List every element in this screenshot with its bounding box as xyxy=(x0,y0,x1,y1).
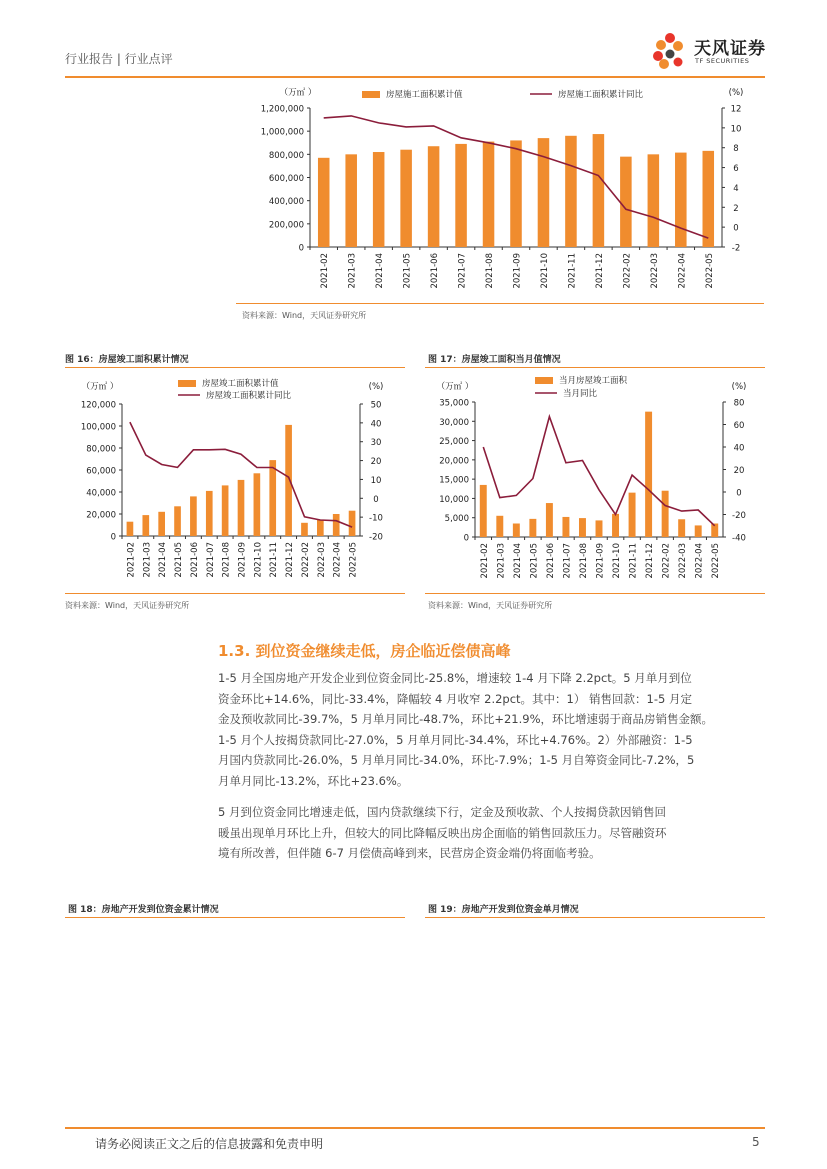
x-tick-label: 2022-02 xyxy=(622,253,633,289)
bar xyxy=(269,460,276,536)
left-tick-label: 60,000 xyxy=(86,466,116,477)
completed-area-cumulative-chart xyxy=(60,370,405,588)
right-tick-label: 0 xyxy=(373,494,379,505)
right-tick-label: 20 xyxy=(733,466,745,476)
right-tick-label: 8 xyxy=(733,144,739,155)
left-unit-label: （万㎡ ） xyxy=(81,382,119,392)
legend-bar-label: 房屋施工面积累计值 xyxy=(386,90,463,100)
right-tick-label: -20 xyxy=(369,532,383,543)
paragraph-line: 1-5 月个人按揭贷款同比-27.0%，5 月单月同比-34.4%，环比+4.76%。2）外部融资：1-5 xyxy=(218,732,693,747)
bar xyxy=(695,525,702,537)
right-tick-label: 6 xyxy=(733,164,739,175)
x-tick-label: 2021-03 xyxy=(496,543,507,579)
legend-bar-swatch xyxy=(535,377,553,384)
x-tick-label: 2021-07 xyxy=(457,253,468,289)
paragraph-line: 金及预收款同比-39.7%，5 月单月同比-48.7%，环比+21.9%，环比增速弱于商品房销售金额。 xyxy=(218,712,714,726)
left-tick-label: 20,000 xyxy=(439,456,469,467)
bar xyxy=(238,480,245,536)
bar xyxy=(612,514,619,537)
x-tick-label: 2021-11 xyxy=(269,542,280,578)
legend-bar-label: 当月房屋竣工面积 xyxy=(559,376,628,386)
bar xyxy=(510,140,522,247)
paragraph-line: 资金环比+14.6%，同比-33.4%，降幅较 4 月收窄 2.2pct。其中：1） 销售回款：1-5 月定 xyxy=(218,691,692,706)
bar xyxy=(513,524,520,538)
bar xyxy=(400,150,412,247)
x-tick-label: 2021-12 xyxy=(594,253,605,289)
x-tick-label: 2022-05 xyxy=(711,543,722,579)
bar xyxy=(222,485,229,536)
x-tick-label: 2021-08 xyxy=(485,253,496,289)
bar xyxy=(285,425,292,536)
right-tick-label: 4 xyxy=(733,183,739,194)
left-tick-label: 0 xyxy=(298,243,304,254)
figure18-title: 图 18：房地产开发到位资金累计情况 xyxy=(68,905,219,915)
paragraph-line: 月国内贷款同比-26.0%，5 月单月同比-34.0%，环比-7.9%；1-5 月自筹资金同比-7.2%，5 xyxy=(218,753,695,767)
right-tick-label: 0 xyxy=(733,223,739,234)
bar xyxy=(349,511,356,536)
x-tick-label: 2021-09 xyxy=(595,543,606,579)
bar xyxy=(579,518,586,537)
left-tick-label: 25,000 xyxy=(439,437,469,448)
right-tick-label: 40 xyxy=(370,419,382,430)
paragraph-line: 境有所改善，但伴随 6-7 月偿债高峰到来，民营房企资金端仍将面临考验。 xyxy=(218,846,601,860)
bar xyxy=(562,517,569,537)
left-tick-label: 120,000 xyxy=(80,400,116,411)
x-tick-label: 2021-03 xyxy=(142,542,153,578)
x-tick-label: 2021-06 xyxy=(545,543,556,579)
bar xyxy=(565,136,577,247)
bar xyxy=(301,523,308,536)
right-tick-label: 10 xyxy=(370,475,382,486)
left-tick-label: 20,000 xyxy=(86,510,116,521)
bar xyxy=(702,151,714,247)
x-tick-label: 2021-05 xyxy=(529,543,540,579)
figure17-title: 图 17：房屋竣工面积当月值情况 xyxy=(428,355,561,365)
bar xyxy=(206,491,213,536)
completed-area-monthly-chart xyxy=(423,370,768,588)
left-tick-label: 30,000 xyxy=(439,417,469,428)
bar xyxy=(428,146,440,247)
figure19-title-rule xyxy=(425,917,765,918)
right-tick-label: 12 xyxy=(730,104,742,115)
left-tick-label: 1,200,000 xyxy=(260,104,304,115)
right-unit-label: (%) xyxy=(728,88,744,98)
left-tick-label: 400,000 xyxy=(268,197,304,208)
x-tick-label: 2021-04 xyxy=(375,253,386,289)
x-tick-label: 2022-03 xyxy=(678,543,689,579)
right-tick-label: 80 xyxy=(733,398,745,409)
left-tick-label: 10,000 xyxy=(439,494,469,505)
right-tick-label: -10 xyxy=(369,513,383,524)
figure16-source-rule xyxy=(65,593,405,594)
x-tick-label: 2022-05 xyxy=(348,542,359,578)
figure19-title: 图 19：房地产开发到位资金单月情况 xyxy=(428,905,579,915)
x-tick-label: 2021-09 xyxy=(237,542,248,578)
x-tick-label: 2021-12 xyxy=(645,543,656,579)
figure17-title-rule xyxy=(425,367,765,368)
legend-bar-label: 房屋竣工面积累计值 xyxy=(202,379,279,389)
section-paragraph-1 xyxy=(218,668,768,791)
bar xyxy=(127,522,134,536)
x-tick-label: 2021-08 xyxy=(578,543,589,579)
figure18-title-rule xyxy=(65,917,405,918)
bar xyxy=(483,142,495,247)
right-tick-label: 50 xyxy=(370,400,382,411)
right-tick-label: 30 xyxy=(370,438,382,449)
bar xyxy=(480,485,487,537)
bar xyxy=(675,153,687,247)
left-tick-label: 5,000 xyxy=(444,514,469,525)
x-tick-label: 2022-03 xyxy=(649,253,660,289)
top-chart-source: 资料来源：Wind，天风证券研究所 xyxy=(242,311,367,320)
figure17-source-rule xyxy=(425,593,765,594)
x-tick-label: 2021-06 xyxy=(430,253,441,289)
right-tick-label: 0 xyxy=(736,488,742,499)
x-tick-label: 2021-07 xyxy=(562,543,573,579)
left-tick-label: 0 xyxy=(463,533,469,544)
bar xyxy=(496,516,503,537)
bar xyxy=(620,157,632,247)
left-tick-label: 35,000 xyxy=(439,398,469,409)
left-tick-label: 0 xyxy=(110,532,116,543)
x-tick-label: 2021-02 xyxy=(126,542,137,578)
footer-disclaimer: 请务必阅读正文之后的信息披露和免责申明 xyxy=(95,1137,324,1151)
right-tick-label: 20 xyxy=(370,457,382,468)
bar xyxy=(174,506,181,536)
left-tick-label: 100,000 xyxy=(80,422,116,433)
left-tick-label: 600,000 xyxy=(268,174,304,184)
x-tick-label: 2021-10 xyxy=(612,543,623,579)
bar xyxy=(317,520,324,537)
figure16-title: 图 16：房屋竣工面积累计情况 xyxy=(65,355,189,365)
paragraph-line: 5 月到位资金同比增速走低，国内贷款继续下行，定金及预收款、个人按揭贷款因销售回 xyxy=(218,805,666,819)
left-tick-label: 1,000,000 xyxy=(260,127,304,138)
legend-line-label: 房屋竣工面积累计同比 xyxy=(206,391,292,401)
bar xyxy=(455,144,467,247)
x-tick-label: 2021-04 xyxy=(512,543,523,579)
x-tick-label: 2021-06 xyxy=(189,542,200,578)
right-tick-label: -20 xyxy=(732,511,746,521)
x-tick-label: 2021-05 xyxy=(174,542,185,578)
left-unit-label: （万㎡ ） xyxy=(279,88,317,98)
right-unit-label: (%) xyxy=(731,382,747,392)
left-tick-label: 80,000 xyxy=(86,444,116,455)
bar xyxy=(373,152,385,247)
series-line xyxy=(483,417,714,526)
section-heading: 1.3. 到位资金继续走低，房企临近偿债高峰 xyxy=(218,642,511,660)
x-tick-label: 2021-09 xyxy=(512,253,523,289)
section-paragraph-2 xyxy=(218,802,768,864)
x-tick-label: 2021-10 xyxy=(253,542,264,578)
left-unit-label: （万㎡ ） xyxy=(436,382,474,392)
bar xyxy=(546,503,553,537)
x-tick-label: 2021-07 xyxy=(205,542,216,578)
right-tick-label: 40 xyxy=(733,443,745,454)
page-number: 5 xyxy=(752,1135,760,1149)
report-category: 行业报告 | 行业点评 xyxy=(65,52,173,66)
left-tick-label: 800,000 xyxy=(268,150,304,161)
bar xyxy=(190,496,197,536)
x-tick-label: 2021-03 xyxy=(347,253,358,289)
left-tick-label: 200,000 xyxy=(268,220,304,231)
brand-subtitle: TF SECURITIES xyxy=(695,57,750,65)
bar xyxy=(648,154,660,247)
legend-line-label: 当月同比 xyxy=(563,389,598,399)
left-tick-label: 15,000 xyxy=(439,475,469,486)
figure16-title-rule xyxy=(65,367,405,368)
left-tick-label: 40,000 xyxy=(86,488,116,499)
paragraph-line: 1-5 月全国房地产开发企业到位资金同比-25.8%，增速较 1-4 月下降 2.2pct。5 月单月到位 xyxy=(218,671,692,685)
x-tick-label: 2021-05 xyxy=(402,253,413,289)
paragraph-line: 月单月同比-13.2%，环比+23.6%。 xyxy=(218,773,409,788)
top-chart-divider xyxy=(236,303,764,304)
x-tick-label: 2022-02 xyxy=(300,542,311,578)
x-tick-label: 2022-05 xyxy=(704,253,715,289)
bar xyxy=(596,520,603,537)
x-tick-label: 2021-04 xyxy=(158,542,169,578)
x-tick-label: 2022-03 xyxy=(316,542,327,578)
bar xyxy=(529,519,536,537)
bar xyxy=(538,138,550,247)
bar xyxy=(333,514,340,536)
figure17-source: 资料来源：Wind，天风证券研究所 xyxy=(428,601,553,610)
right-tick-label: 60 xyxy=(733,421,745,431)
x-tick-label: 2021-11 xyxy=(567,253,578,289)
bar xyxy=(158,512,165,536)
construction-area-chart xyxy=(230,82,760,297)
legend-line-label: 房屋施工面积累计同比 xyxy=(558,90,644,100)
bar xyxy=(318,158,330,247)
figure16-source: 资料来源：Wind，天风证券研究所 xyxy=(65,601,190,610)
bar xyxy=(678,519,685,537)
bar xyxy=(142,515,149,536)
x-tick-label: 2022-02 xyxy=(661,543,672,579)
bar xyxy=(345,154,357,247)
x-tick-label: 2021-02 xyxy=(320,253,331,289)
right-tick-label: -2 xyxy=(731,243,741,254)
x-tick-label: 2021-10 xyxy=(539,253,550,289)
paragraph-line: 暖虽出现单月环比上升，但较大的同比降幅反映出房企面临的销售回款压力。尽管融资环 xyxy=(218,825,667,840)
bar xyxy=(645,412,652,537)
brand-name: 天风证券 xyxy=(694,39,766,59)
bar xyxy=(662,491,669,537)
x-tick-label: 2021-08 xyxy=(221,542,232,578)
footer-divider xyxy=(65,1127,765,1129)
right-tick-label: 10 xyxy=(730,124,742,135)
x-tick-label: 2021-11 xyxy=(628,543,639,579)
bar xyxy=(254,473,261,536)
legend-bar-swatch xyxy=(178,380,196,387)
header-divider xyxy=(65,76,765,78)
right-unit-label: (%) xyxy=(368,382,384,392)
x-tick-label: 2022-04 xyxy=(694,543,705,579)
bar xyxy=(629,493,636,537)
x-tick-label: 2022-04 xyxy=(332,542,343,578)
x-tick-label: 2021-02 xyxy=(479,543,490,579)
x-tick-label: 2021-12 xyxy=(285,542,296,578)
right-tick-label: 2 xyxy=(733,203,739,214)
right-tick-label: -40 xyxy=(732,533,746,544)
x-tick-label: 2022-04 xyxy=(677,253,688,289)
legend-bar-swatch xyxy=(362,91,380,98)
bar xyxy=(593,134,605,247)
